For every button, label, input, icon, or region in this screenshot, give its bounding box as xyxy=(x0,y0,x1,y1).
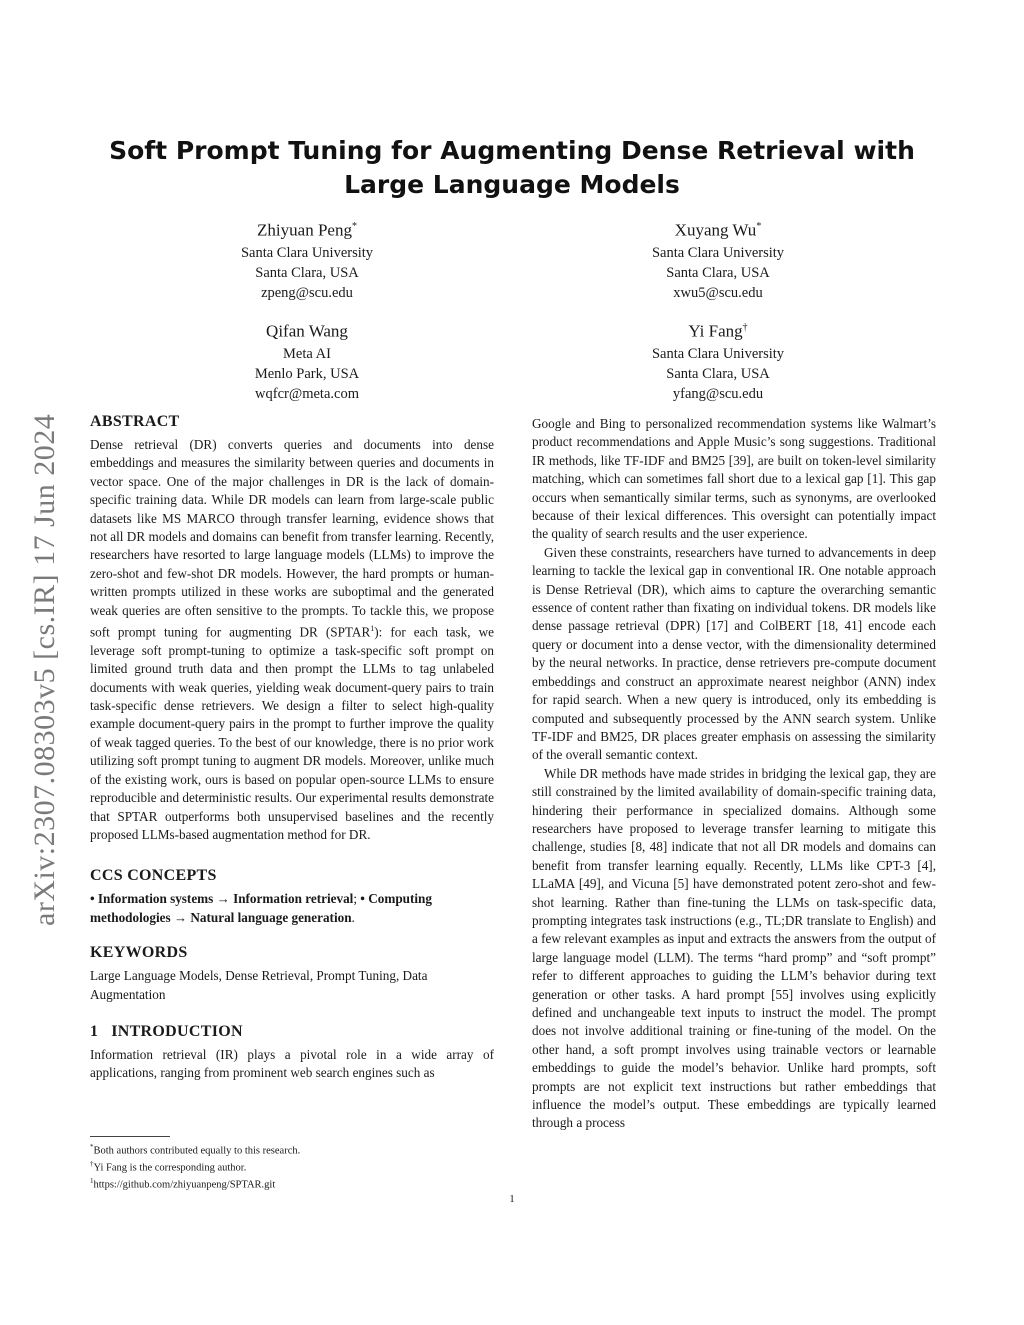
paper-title: Soft Prompt Tuning for Augmenting Dense Retrieval with Large Language Models xyxy=(109,136,915,199)
intro-text-left: Information retrieval (IR) plays a pivotal role in a wide array of applications, ranging from prominent web search engines such as xyxy=(90,1046,494,1081)
author-block xyxy=(568,317,868,404)
author-affiliation: Santa Clara University xyxy=(651,345,785,362)
footnote: †Yi Fang is the corresponding author. xyxy=(90,1160,247,1174)
intro-heading: 1 INTRODUCTION xyxy=(90,1022,243,1040)
keywords-heading: KEYWORDS xyxy=(90,944,188,962)
right-column xyxy=(532,415,936,1133)
intro-paragraph: Given these constraints, researchers have turned to advancements in deep learning to tackle the lexical gap in conventional IR. One notable approach is Dense Retrieval (DR), which aims to capture the overarching semantic essence of content rather than fixating on individual tokens. DR models like dense passage retrieval (DPR) [17] and ColBERT [18, 41] encode each query or document into a dense vector, with the dimensionality determined by the neural networks. In practice, dense retrievers pre-compute document embeddings and construct an approximate nearest neighbor (ANN) index for rapid search. When a new query is introduced, only its embedding is computed and subsequently processed by the ANN search system. Unlike TF-IDF and BM25, DR places greater emphasis on assessing the similarity of the overall semantic context. xyxy=(532,544,936,763)
author-block xyxy=(568,216,868,303)
author-name: Yi Fang† xyxy=(688,321,748,341)
arxiv-identifier: arXiv:2307.08303v5 [cs.IR] 17 Jun 2024 xyxy=(28,413,61,927)
footnote: *Both authors contributed equally to this research. xyxy=(90,1143,301,1157)
left-column xyxy=(90,412,494,1083)
author-email: wqfcr@meta.com xyxy=(255,385,359,402)
abstract-text: Dense retrieval (DR) converts queries and documents into dense embeddings and measures the similarity between queries and documents in vector space. One of the major challenges in DR is the lack of domain-specific training data. While DR models can learn from large-scale public datasets like MS MARCO through transfer learning, evidence shows that not all DR models and domains can benefit from transfer learning. Recently, researchers have resorted to large language models (LLMs) to improve the zero-shot and few-shot DR models. However, the hard prompts or human-written prompts utilized in these works are suboptimal and the generated weak queries are often sensitive to the prompts. To tackle this, we propose soft prompt tuning for augmenting DR (SPTAR$^1$): for each task, we leverage soft prompt-tuning to optimize a task-specific soft prompt on limited ground truth data and then prompt the LLMs to tag unlabeled documents with weak queries, yielding weak document-query pairs to train task-specific dense retrievers. We design a filter to select high-quality example document-query pairs in the prompt to further improve the quality of weak tagged queries. To the best of our knowledge, there is no prior work utilizing soft prompt tuning to augment DR models. Moreover, unlike much of the existing work, ours is based on popular open-source LLMs to ensure reproducible and deterministic results. Our experimental results demonstrate that SPTAR outperforms both unsupervised baselines and the recently proposed LLMs-based augmentation method for DR. xyxy=(90,437,494,842)
page-number: 1 xyxy=(509,1193,515,1205)
author-name: Xuyang Wu* xyxy=(674,220,762,240)
intro-paragraph: While DR methods have made strides in bridging the lexical gap, they are still constrained by the limited availability of domain-specific training data, hindering their performance in specialized domains. Although some researchers have proposed to leverage transfer learning to mitigate this challenge, studies [8, 48] indicate that not all DR models and domains can benefit from transfer learning equally. Recently, LLMs like CPT-3 [4], LLaMA [49], and Vicuna [5] have demonstrated potent zero-shot and few-shot learning. Rather than fine-tuning the LLMs on task-specific data, prompting integrates task instructions (e.g., TL;DR translate to English) and a few relevant examples as input and extracts the answers from the output of large language model (LLM). The terms “hard promp” and “soft prompt” refer to different approaches to guiding the LLM’s behavior during text generation or other tasks. A hard prompt [55] involves using explicitly defined and unchangeable text inputs to instruct the model. The prompt does not involve additional training or fine-tuning of the model. On the other hand, a soft prompt involves using trainable vectors or learnable embeddings to guide the model’s behavior. Unlike hard prompts, soft prompts are not explicit text instructions but rather embeddings that influence the model’s output. These embeddings are typically learned through a process xyxy=(532,765,936,1131)
author-location: Santa Clara, USA xyxy=(666,264,770,281)
author-location: Santa Clara, USA xyxy=(666,365,770,382)
author-affiliation: Santa Clara University xyxy=(240,244,374,261)
ccs-heading: CCS CONCEPTS xyxy=(90,867,217,885)
ccs-concepts: • Information systems → Information retrieval; • Computing methodologies → Natural language generation. xyxy=(90,891,432,925)
author-affiliation: Meta AI xyxy=(283,345,331,362)
footnote: $^1$https://github.com/zhiyuanpeng/SPTAR.git xyxy=(90,1177,276,1191)
author-name: Qifan Wang xyxy=(266,321,348,341)
keywords-text: Large Language Models, Dense Retrieval, Prompt Tuning, Data Augmentation xyxy=(90,968,428,1002)
author-block xyxy=(157,216,457,303)
abstract-heading: ABSTRACT xyxy=(90,413,180,430)
author-email: zpeng@scu.edu xyxy=(261,284,353,301)
author-email: yfang@scu.edu xyxy=(672,385,764,402)
footnotes xyxy=(90,1141,500,1192)
author-location: Menlo Park, USA xyxy=(254,365,360,382)
author-name: Zhiyuan Peng* xyxy=(257,220,357,240)
author-email: xwu5@scu.edu xyxy=(673,284,763,301)
intro-paragraph: Google and Bing to personalized recommendation systems like Walmart’s product recommendations and Apple Music’s song suggestions. Traditional IR methods, like TF-IDF and BM25 [39], are built on token-level similarity matching, which can sometimes fall short due to a lexical gap [1]. This gap occurs when semantically similar terms, such as synonyms, are overlooked because of their lexical differences. This oversight can potentially impact the quality of search results and the user experience. xyxy=(532,416,936,542)
author-affiliation: Santa Clara University xyxy=(651,244,785,261)
author-block xyxy=(157,317,457,404)
author-location: Santa Clara, USA xyxy=(255,264,359,281)
footnote-rule xyxy=(90,1136,170,1137)
